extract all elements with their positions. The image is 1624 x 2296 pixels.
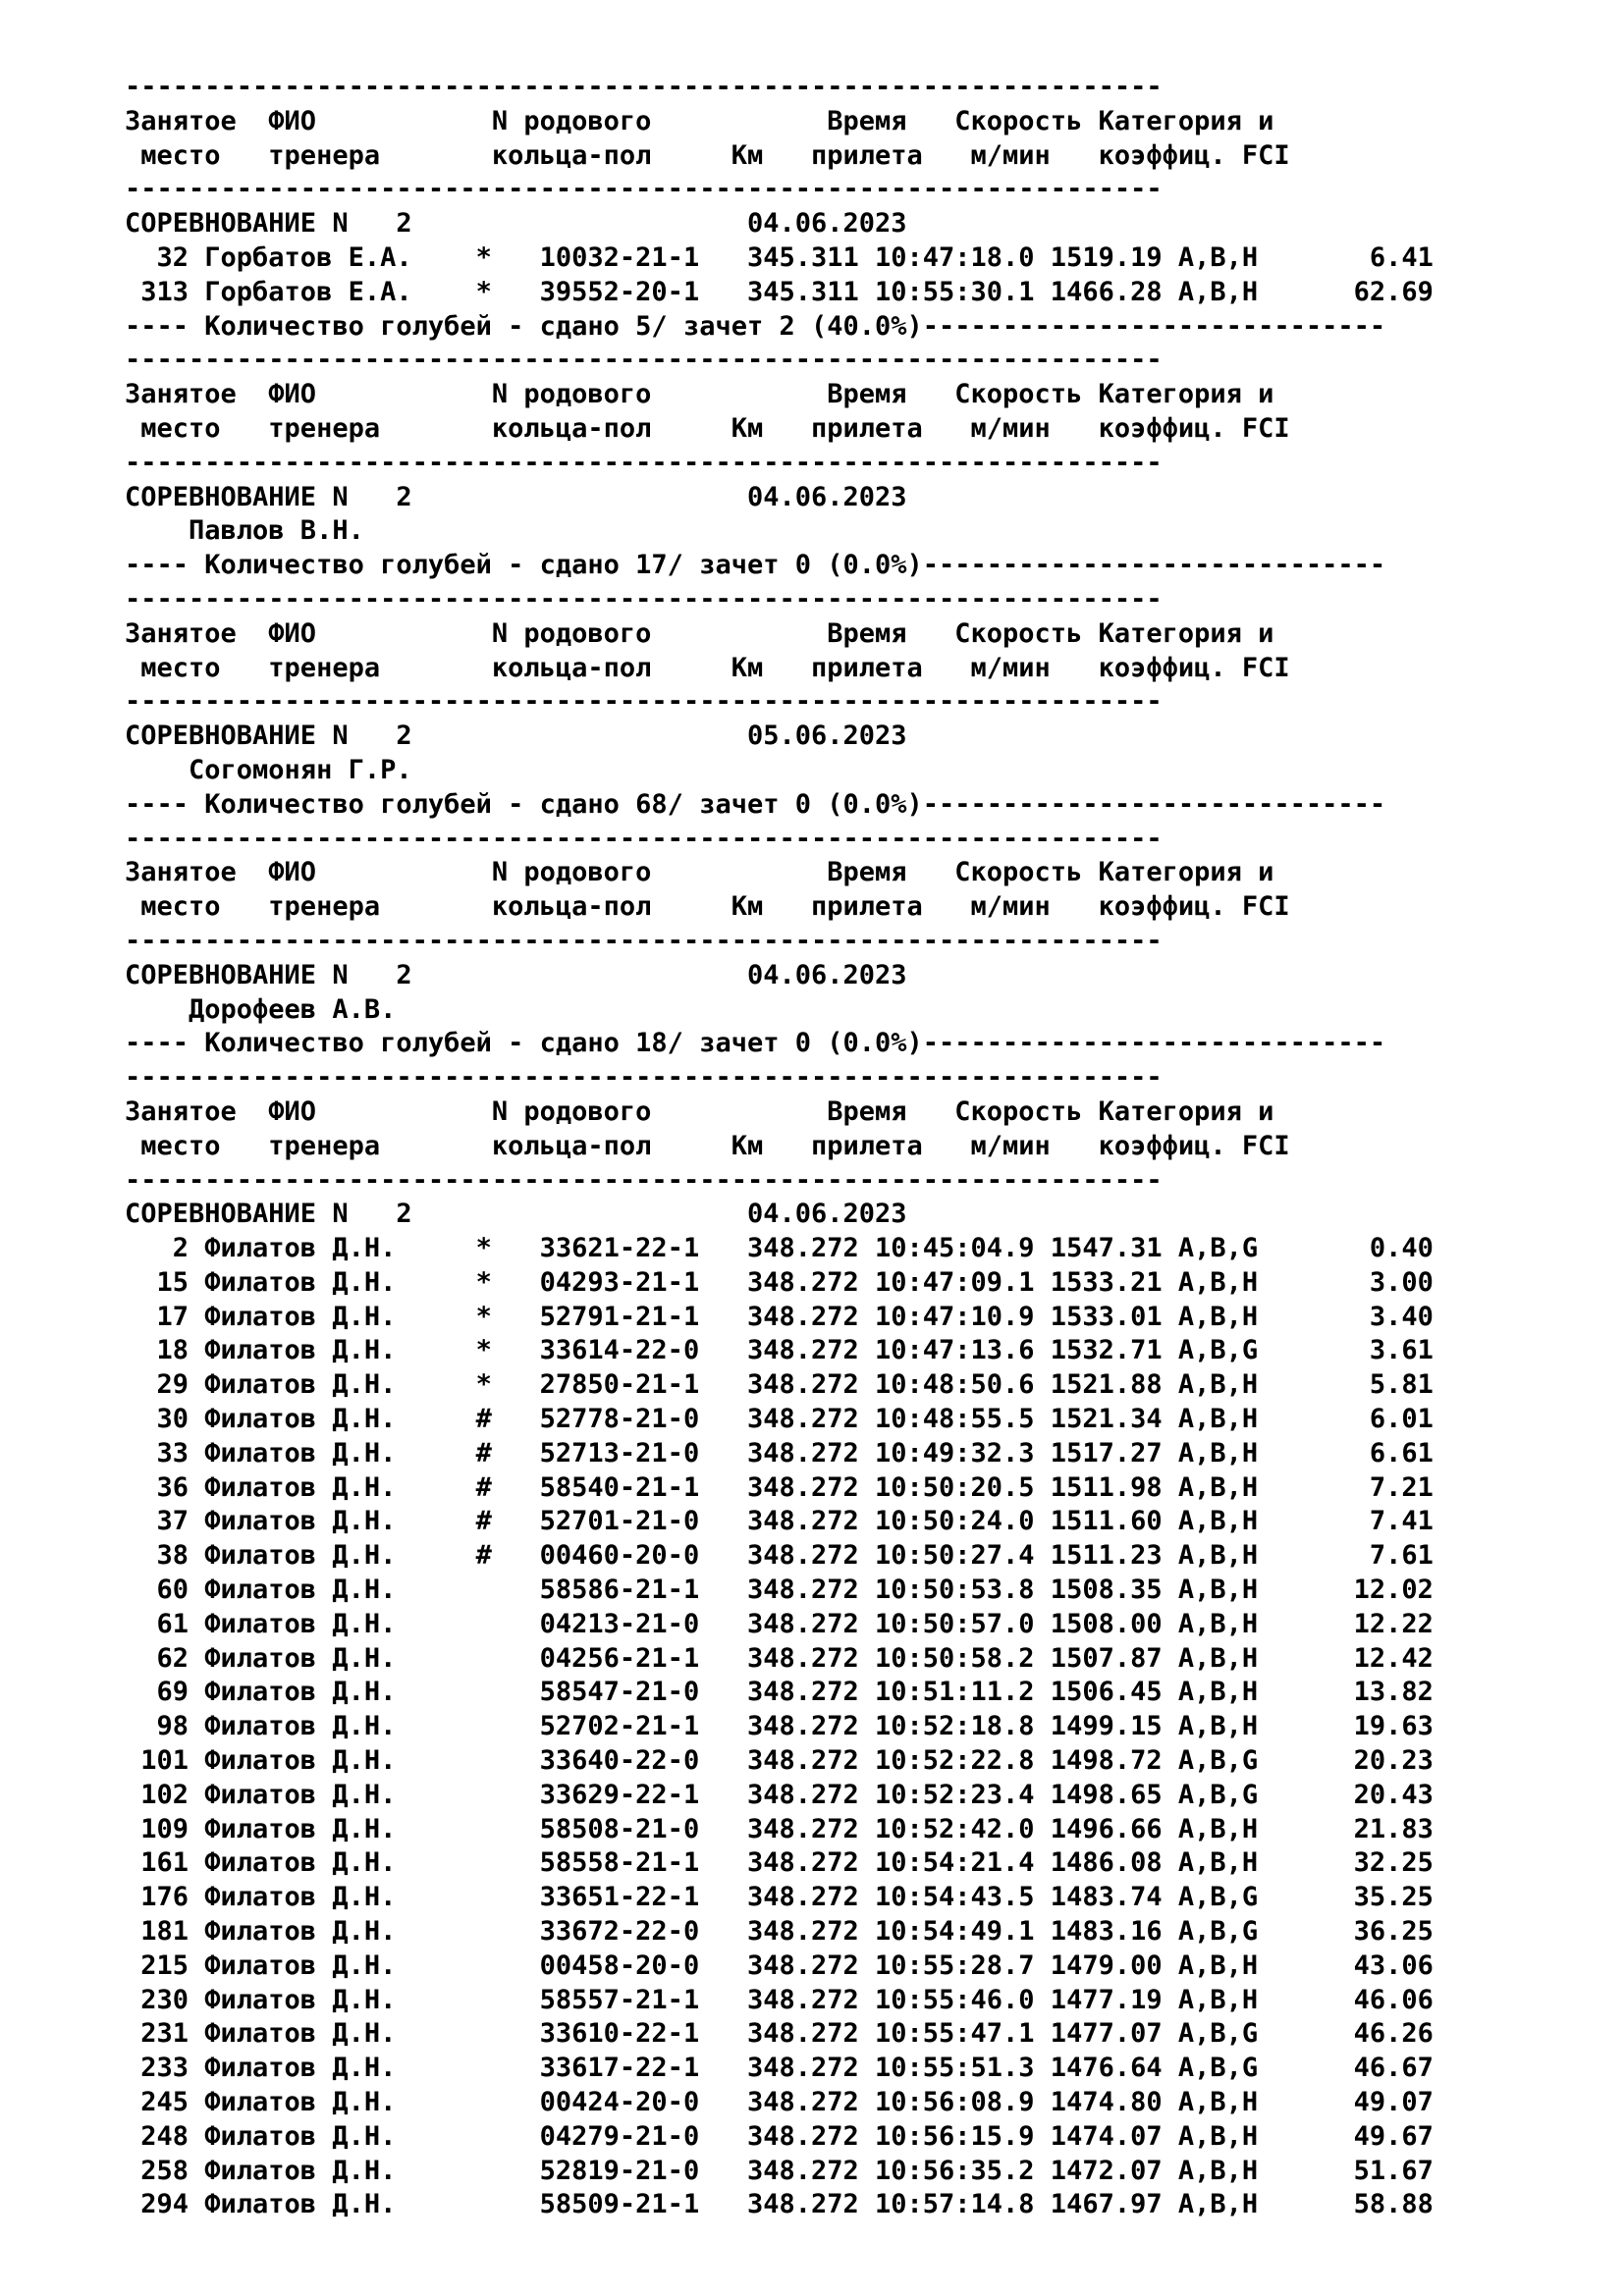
competition-header: СОРЕВНОВАНИЕ N 2 04.06.2023: [125, 208, 907, 240]
column-header-row-2: место тренера кольца-пол Км прилета м/мин коэффиц. FCI: [125, 891, 1290, 923]
result-row: 181 Филатов Д.Н. 33672-22-0 348.272 10:54:49.1 1483.16 A,B,G 36.25: [125, 1916, 1434, 1948]
result-row: 62 Филатов Д.Н. 04256-21-1 348.272 10:50:58.2 1507.87 A,B,H 12.42: [125, 1642, 1434, 1674]
separator-line: -----------------------------------------------------------------: [125, 1062, 1163, 1094]
pigeon-count-summary: ---- Количество голубей - сдано 68/ зачет 0 (0.0%)-----------------------------: [125, 788, 1386, 820]
pigeon-count-summary: ---- Количество голубей - сдано 18/ зачет 0 (0.0%)-----------------------------: [125, 1028, 1386, 1059]
race-results-printout: [125, 71, 1434, 2222]
pigeon-count-summary: ---- Количество голубей - сдано 17/ зачет 0 (0.0%)-----------------------------: [125, 550, 1386, 581]
result-row: 37 Филатов Д.Н. # 52701-21-0 348.272 10:50:24.0 1511.60 A,B,H 7.41: [125, 1506, 1434, 1537]
competition-header: СОРЕВНОВАНИЕ N 2 04.06.2023: [125, 1199, 907, 1230]
competition-header: СОРЕВНОВАНИЕ N 2 04.06.2023: [125, 959, 907, 990]
competition-header: СОРЕВНОВАНИЕ N 2 05.06.2023: [125, 721, 907, 752]
result-row: 102 Филатов Д.Н. 33629-22-1 348.272 10:52:23.4 1498.65 A,B,G 20.43: [125, 1779, 1434, 1810]
column-header-row-2: место тренера кольца-пол Км прилета м/мин коэффиц. FCI: [125, 139, 1290, 171]
trainer-name: Дорофеев А.В.: [125, 993, 397, 1025]
separator-line: -----------------------------------------------------------------: [125, 345, 1163, 376]
separator-line: -----------------------------------------------------------------: [125, 1164, 1163, 1196]
result-row: 69 Филатов Д.Н. 58547-21-0 348.272 10:51:11.2 1506.45 A,B,H 13.82: [125, 1677, 1434, 1708]
result-row: 245 Филатов Д.Н. 00424-20-0 348.272 10:56:08.9 1474.80 A,B,H 49.07: [125, 2087, 1434, 2118]
result-row: 248 Филатов Д.Н. 04279-21-0 348.272 10:56:15.9 1474.07 A,B,H 49.67: [125, 2120, 1434, 2152]
result-row: 98 Филатов Д.Н. 52702-21-1 348.272 10:52:18.8 1499.15 A,B,H 19.63: [125, 1711, 1434, 1742]
column-header-row-1: Занятое ФИО N родового Время Скорость Категория и: [125, 857, 1274, 888]
column-header-row-2: место тренера кольца-пол Км прилета м/мин коэффиц. FCI: [125, 1130, 1290, 1161]
separator-line: -----------------------------------------------------------------: [125, 925, 1163, 956]
trainer-name: Павлов В.Н.: [125, 515, 364, 547]
result-row: 233 Филатов Д.Н. 33617-22-1 348.272 10:55:51.3 1476.64 A,B,G 46.67: [125, 2053, 1434, 2084]
separator-line: -----------------------------------------------------------------: [125, 72, 1163, 102]
column-header-row-1: Занятое ФИО N родового Время Скорость Категория и: [125, 1095, 1274, 1127]
result-row: 61 Филатов Д.Н. 04213-21-0 348.272 10:50:57.0 1508.00 A,B,H 12.22: [125, 1608, 1434, 1639]
result-row: 109 Филатов Д.Н. 58508-21-0 348.272 10:52:42.0 1496.66 A,B,H 21.83: [125, 1813, 1434, 1844]
result-row: 294 Филатов Д.Н. 58509-21-1 348.272 10:57:14.8 1467.97 A,B,H 58.88: [125, 2189, 1434, 2220]
result-row: 215 Филатов Д.Н. 00458-20-0 348.272 10:55:28.7 1479.00 A,B,H 43.06: [125, 1949, 1434, 1981]
column-header-row-2: место тренера кольца-пол Км прилета м/мин коэффиц. FCI: [125, 652, 1290, 683]
result-row: 30 Филатов Д.Н. # 52778-21-0 348.272 10:48:55.5 1521.34 A,B,H 6.01: [125, 1404, 1434, 1435]
pigeon-count-summary: ---- Количество голубей - сдано 5/ зачет 2 (40.0%)-----------------------------: [125, 310, 1386, 342]
result-row: 29 Филатов Д.Н. * 27850-21-1 348.272 10:48:50.6 1521.88 A,B,H 5.81: [125, 1369, 1434, 1401]
result-row: 17 Филатов Д.Н. * 52791-21-1 348.272 10:47:10.9 1533.01 A,B,H 3.40: [125, 1301, 1434, 1332]
result-row: 15 Филатов Д.Н. * 04293-21-1 348.272 10:47:09.1 1533.21 A,B,H 3.00: [125, 1266, 1434, 1298]
result-row: 258 Филатов Д.Н. 52819-21-0 348.272 10:56:35.2 1472.07 A,B,H 51.67: [125, 2155, 1434, 2186]
result-row: 176 Филатов Д.Н. 33651-22-1 348.272 10:54:43.5 1483.74 A,B,G 35.25: [125, 1882, 1434, 1913]
result-row: 231 Филатов Д.Н. 33610-22-1 348.272 10:55:47.1 1477.07 A,B,G 46.26: [125, 2018, 1434, 2050]
separator-line: -----------------------------------------------------------------: [125, 447, 1163, 478]
competition-header: СОРЕВНОВАНИЕ N 2 04.06.2023: [125, 481, 907, 512]
separator-line: -----------------------------------------------------------------: [125, 686, 1163, 718]
result-row: 101 Филатов Д.Н. 33640-22-0 348.272 10:52:22.8 1498.72 A,B,G 20.23: [125, 1745, 1434, 1777]
result-row: 32 Горбатов Е.А. * 10032-21-1 345.311 10:47:18.0 1519.19 A,B,H 6.41: [125, 241, 1434, 273]
separator-line: -----------------------------------------------------------------: [125, 583, 1163, 614]
trainer-name: Согомонян Г.Р.: [125, 754, 412, 785]
result-row: 2 Филатов Д.Н. * 33621-22-1 348.272 10:45:04.9 1547.31 A,B,G 0.40: [125, 1233, 1434, 1264]
result-row: 36 Филатов Д.Н. # 58540-21-1 348.272 10:50:20.5 1511.98 A,B,H 7.21: [125, 1471, 1434, 1503]
result-row: 60 Филатов Д.Н. 58586-21-1 348.272 10:50:53.8 1508.35 A,B,H 12.02: [125, 1575, 1434, 1606]
result-row: 18 Филатов Д.Н. * 33614-22-0 348.272 10:47:13.6 1532.71 A,B,G 3.61: [125, 1335, 1434, 1366]
column-header-row-2: место тренера кольца-пол Км прилета м/мин коэффиц. FCI: [125, 412, 1290, 444]
column-header-row-1: Занятое ФИО N родового Время Скорость Категория и: [125, 617, 1274, 649]
column-header-row-1: Занятое ФИО N родового Время Скорость Категория и: [125, 379, 1274, 410]
result-row: 38 Филатов Д.Н. # 00460-20-0 348.272 10:50:27.4 1511.23 A,B,H 7.61: [125, 1540, 1434, 1572]
separator-line: -----------------------------------------------------------------: [125, 823, 1163, 854]
result-row: 161 Филатов Д.Н. 58558-21-1 348.272 10:54:21.4 1486.08 A,B,H 32.25: [125, 1847, 1434, 1879]
result-row: 33 Филатов Д.Н. # 52713-21-0 348.272 10:49:32.3 1517.27 A,B,H 6.61: [125, 1437, 1434, 1468]
column-header-row-1: Занятое ФИО N родового Время Скорость Категория и: [125, 105, 1274, 136]
result-row: 230 Филатов Д.Н. 58557-21-1 348.272 10:55:46.0 1477.19 A,B,H 46.06: [125, 1984, 1434, 2015]
separator-line: -----------------------------------------------------------------: [125, 174, 1163, 205]
result-row: 313 Горбатов Е.А. * 39552-20-1 345.311 10:55:30.1 1466.28 A,B,H 62.69: [125, 276, 1434, 307]
